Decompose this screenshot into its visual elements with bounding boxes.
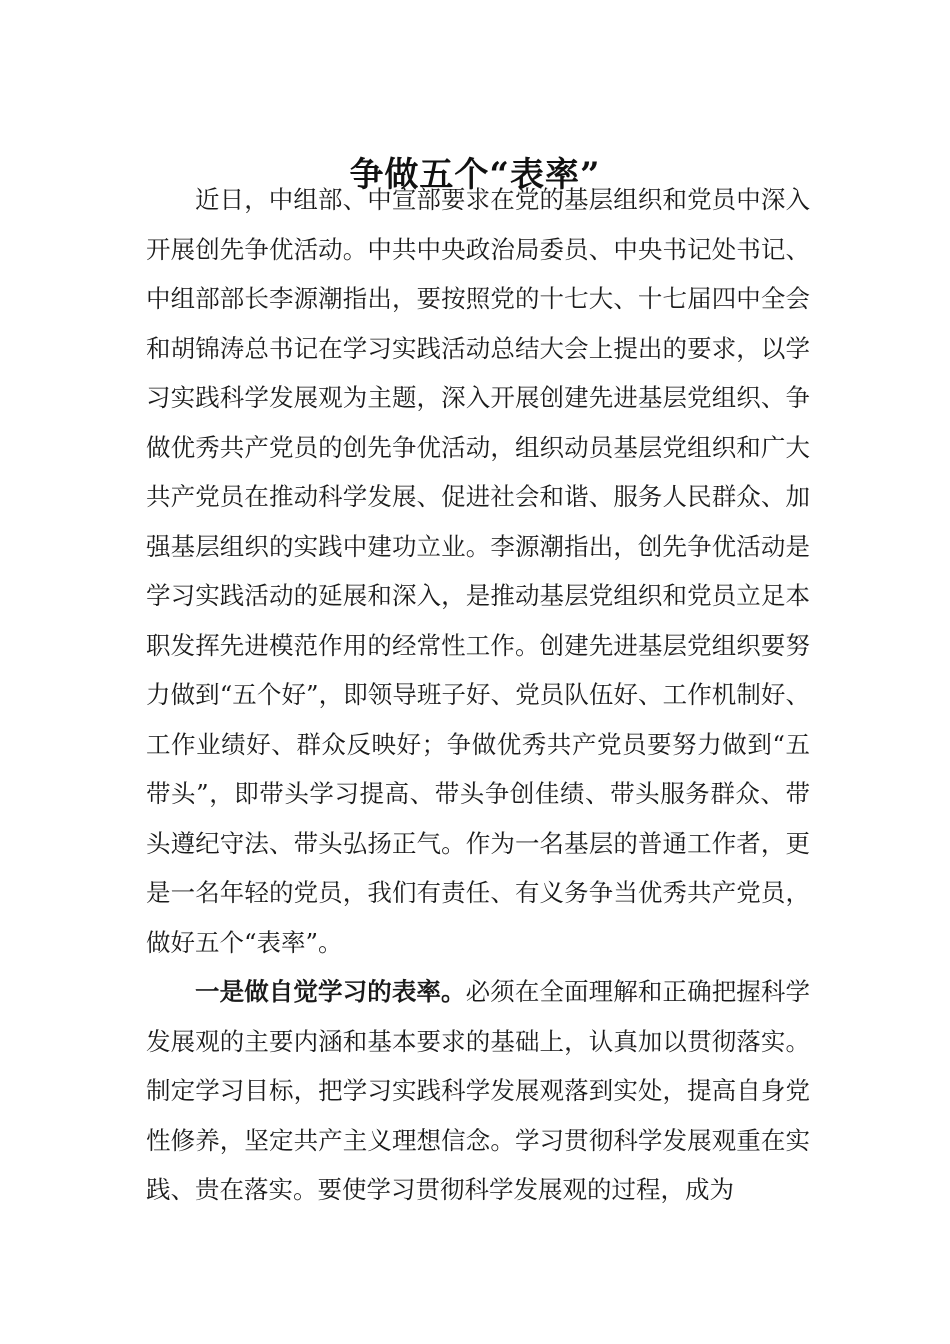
paragraph-intro (146, 175, 810, 967)
document-title: 争做五个“表率” (349, 154, 601, 195)
paragraph-first-point (146, 967, 810, 1215)
paragraph-first-point-lead: 一是做自觉学习的表率。 (195, 977, 466, 1006)
paragraph-intro-text: 近日，中组部、中宣部要求在党的基层组织和党员中深入开展创先争优活动。中共中央政治局委员、中央书记处书记、中组部部长李源潮指出，要按照党的十七大、十七届四中全会和胡锦涛总书记在学习实践活动总结大会上提出的要求，以学习实践科学发展观为主题，深入开展创建先进基层党组织、争做优秀共产党员的创先争优活动，组织动员基层党组织和广大共产党员在推动科学发展、促进社会和谐、服务人民群众、加强基层组织的实践中建功立业。李源潮指出，创先争优活动是学习实践活动的延展和深入，是推动基层党组织和党员立足本职发挥先进模范作用的经常性工作。创建先进基层党组织要努力做到“五个好”，即领导班子好、党员队伍好、工作机制好、工作业绩好、群众反映好；争做优秀共产党员要努力做到“五带头”，即带头学习提高、带头争创佳绩、带头服务群众、带头遵纪守法、带头弘扬正气。作为一名基层的普通工作者，更是一名年轻的党员，我们有责任、有义务争当优秀共产党员，做好五个“表率”。 (146, 185, 810, 957)
document-body (146, 175, 810, 1215)
paragraph-first-point-text: 必须在全面理解和正确把握科学发展观的主要内涵和基本要求的基础上，认真加以贯彻落实。制定学习目标，把学习实践科学发展观落到实处，提高自身党性修养，坚定共产主义理想信念。学习贯彻科学发展观重在实践、贵在落实。要使学习贯彻科学发展观的过程，成为 (146, 977, 811, 1204)
